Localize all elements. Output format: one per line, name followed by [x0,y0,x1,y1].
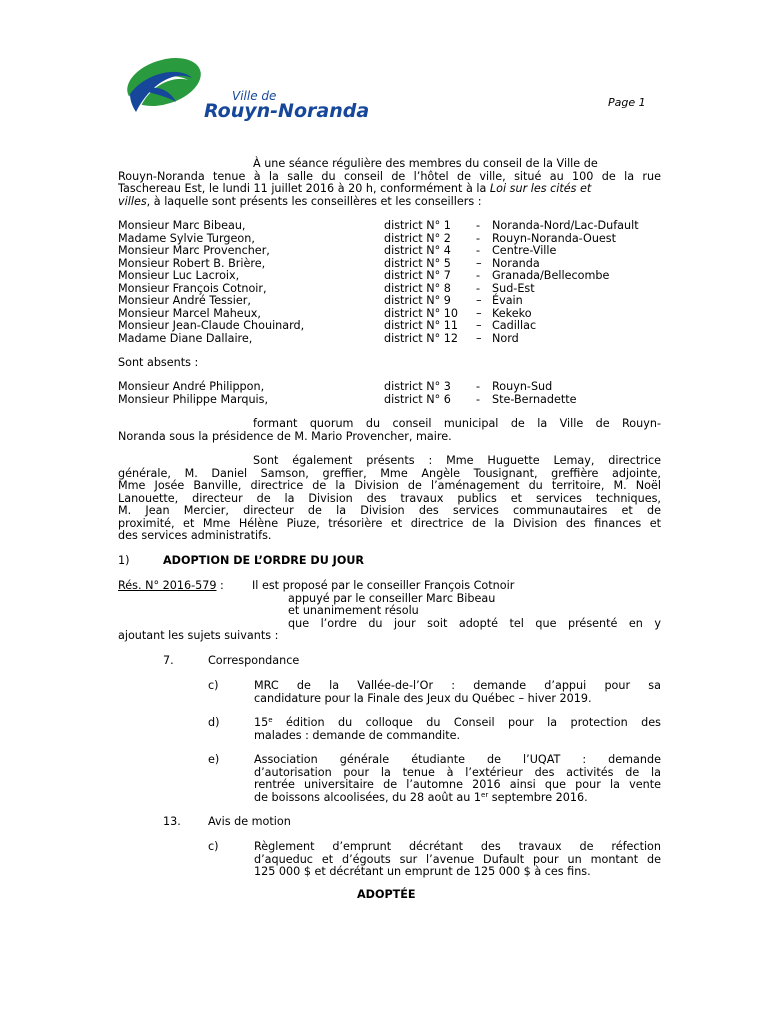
member-sep: - [476,244,481,257]
resolution-line3: et unanimement résolu [288,604,419,617]
subitem-letter: c) [208,679,219,692]
also-present-line3: Mme Josée Banville, directrice de la Division de l’aménagement du territoire, M. Noël [118,479,661,492]
member-name: Monsieur Luc Lacroix, [118,269,240,282]
city-logo [122,54,392,130]
subitem-text: Association générale étudiante de l’UQAT : demande [254,753,661,766]
member-district: district N° 1 [384,219,451,232]
intro-law-title-end: villes [118,194,147,208]
resolution-line5: ajoutant les sujets suivants : [118,629,279,642]
member-sep: - [476,392,481,406]
member-name: Madame Diane Dallaire, [118,331,253,345]
member-name: Monsieur André Tessier, [118,294,251,307]
member-district: district N° 2 [384,231,451,245]
member-district: district N° 4 [384,244,451,257]
member-name: Madame Sylvie Turgeon, [118,231,255,245]
member-area: Cadillac [492,319,537,332]
member-district: district N° 3 [384,380,451,393]
member-sep: – [476,319,482,332]
logo-line1: Ville de [232,89,277,103]
subitem-letter: e) [208,753,220,766]
intro-law-title: Loi sur les cités et [489,182,592,195]
subitem-text: rentrée universitaire de l’automne 2016 ainsi que pour la vente [254,778,661,791]
edition-text: édition du colloque du Conseil pour la protection des [272,716,661,729]
subitem-text: 125 000 $ et décrétant un emprunt de 125 000 $ à ces fins. [254,865,591,878]
member-area: Rouyn-Noranda-Ouest [492,231,617,245]
member-name: Monsieur Marc Bibeau, [118,219,246,232]
logo-swoosh-icon [122,54,392,126]
edition-number: 15 [254,716,269,729]
intro-line4 [118,196,481,209]
intro-line2: Rouyn-Noranda tenue à la salle du conseil de l’hôtel de ville, situé au 100 de la rue [118,169,661,183]
member-district: district N° 10 [384,306,458,320]
date-text-end: septembre 2016. [488,790,588,804]
item-title: Avis de motion [208,815,291,828]
subitem-text: MRC de la Vallée-de-l’Or : demande d’appui pour sa [254,679,661,692]
subitem-text: malades : demande de commandite. [254,728,461,742]
member-name: Monsieur André Philippon, [118,380,265,393]
page-number: Page 1 [608,96,646,109]
member-name: Monsieur François Cotnoir, [118,281,267,295]
member-name: Monsieur Marc Provencher, [118,244,270,257]
member-sep: – [476,256,482,270]
member-name: Monsieur Jean-Claude Chouinard, [118,319,305,332]
member-area: Noranda-Nord/Lac-Dufault [492,219,639,232]
member-district: district N° 5 [384,256,451,270]
section-title: ADOPTION DE L’ORDRE DU JOUR [163,554,365,567]
member-area: Rouyn-Sud [492,380,553,393]
date-text: de boissons alcoolisées, du 28 août au 1 [254,790,482,804]
member-sep: – [476,331,482,345]
member-district: district N° 7 [384,269,451,282]
member-area: Granada/Bellecombe [492,269,610,282]
adopted-label: ADOPTÉE [357,888,416,901]
quorum-line2: Noranda sous la présidence de M. Mario Provencher, maire. [118,429,452,443]
resolution-number: Rés. N° 2016-579 [118,579,217,592]
member-sep: - [476,269,481,282]
subitem-text: Règlement d’emprunt décrétant des travaux de réfection [254,840,661,853]
member-area: Centre-Ville [492,244,557,257]
logo-line2: Rouyn-Noranda [204,100,370,122]
member-name: Monsieur Marcel Maheux, [118,306,261,320]
subitem-text [254,792,588,805]
member-district: district N° 6 [384,392,451,406]
also-present-line5: M. Jean Mercier, directeur de la Division des services communautaires et de [118,504,661,517]
member-sep: – [476,294,482,307]
item-title: Correspondance [208,654,300,667]
member-sep: - [476,231,481,245]
member-district: district N° 9 [384,294,451,307]
also-present-line7: des services administratifs. [118,529,272,542]
edition-suffix: e [268,716,273,724]
member-sep: – [476,306,482,320]
also-present-line6: proximité, et Mme Hélène Piuze, trésorière et directrice de la Division des finances et [118,516,661,530]
member-sep: - [476,281,481,295]
member-sep: - [476,380,481,393]
resolution-line2: appuyé par le conseiller Marc Bibeau [288,591,496,605]
member-district: district N° 8 [384,281,451,295]
resolution-line4: que l’ordre du jour soit adopté tel que présenté en y [288,616,661,630]
member-area: Évain [492,294,523,307]
item-number: 13. [163,815,181,828]
also-present-line2: générale, M. Daniel Samson, greffier, Mme Angèle Tousignant, greffière adjointe, [118,466,661,480]
member-district: district N° 12 [384,331,458,345]
quorum-line1: formant quorum du conseil municipal de la Ville de Rouyn- [253,417,661,430]
intro-line4-text: , à laquelle sont présents les conseillères et les conseillers : [146,194,482,208]
resolution-colon: : [216,579,224,592]
subitem-text [254,717,661,730]
member-area: Ste-Bernadette [492,392,577,406]
member-area: Kekeko [492,306,532,320]
also-present-line4: Lanouette, directeur de la Division des travaux publics et services techniques, [118,491,661,505]
member-district: district N° 11 [384,319,458,332]
also-present-line1: Sont également présents : Mme Huguette Lemay, directrice [253,454,661,467]
member-sep: - [476,219,481,232]
member-name: Monsieur Robert B. Brière, [118,256,266,270]
intro-line3-text: Taschereau Est, le lundi 11 juillet 2016 à 20 h, conformément à la [118,182,490,195]
resolution-ref [118,580,224,593]
date-suffix: er [481,790,489,799]
subitem-text: candidature pour la Finale des Jeux du Québec – hiver 2019. [254,691,592,705]
section-number: 1) [118,554,130,567]
member-area: Sud-Est [492,281,535,295]
item-number: 7. [163,654,174,667]
member-area: Nord [492,331,519,345]
member-name: Monsieur Philippe Marquis, [118,392,269,406]
subitem-text: d’aqueduc et d’égouts sur l’avenue Dufault pour un montant de [254,852,661,866]
absent-heading: Sont absents : [118,356,199,369]
subitem-letter: c) [208,840,219,853]
subitem-text: d’autorisation pour la tenue à l’extérieur des activités de la [254,765,661,779]
resolution-line1: Il est proposé par le conseiller François Cotnoir [252,579,515,592]
member-area: Noranda [492,256,540,270]
subitem-letter: d) [208,716,220,729]
intro-line1: À une séance régulière des membres du conseil de la Ville de [253,157,598,170]
